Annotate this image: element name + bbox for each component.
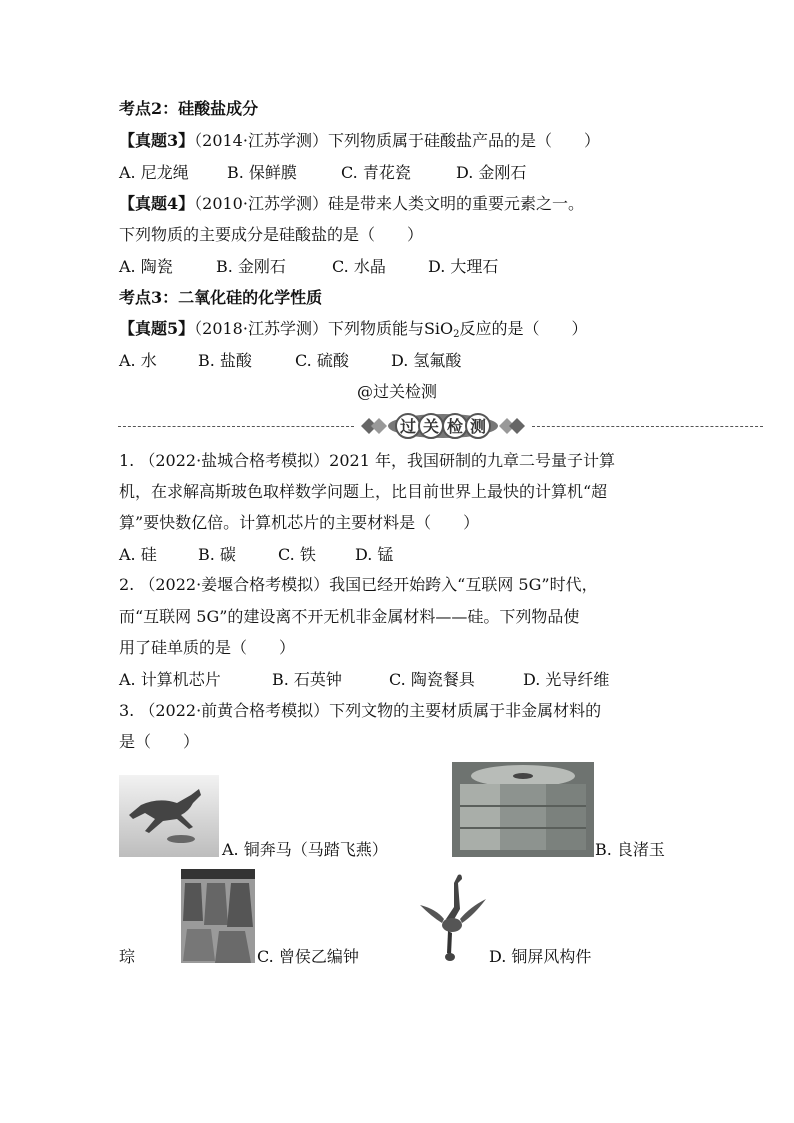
problem-3-option-a: A. 铜奔马（马踏飞燕） — [222, 840, 388, 859]
p1-option-c: C. 铁 — [278, 545, 316, 564]
banner-char-3: 检 — [446, 417, 464, 436]
question-3-text: （2014·江苏学测）下列物质属于硅酸盐产品的是（ ） — [194, 131, 600, 150]
question-5-subscript: 2 — [453, 329, 460, 340]
question-5-text-pre: （2018·江苏学测）下列物质能与SiO — [194, 319, 454, 338]
problem-2-line-3: 用了硅单质的是（ ） — [119, 638, 296, 657]
p1-option-b: B. 碳 — [198, 545, 236, 564]
p2-option-b: B. 石英钟 — [272, 670, 342, 689]
problem-2-options — [119, 669, 679, 691]
problem-1-line-3: 算”要快数亿倍。计算机芯片的主要材料是（ ） — [119, 513, 480, 532]
bronze-bird-image — [414, 869, 488, 963]
question-5-text-post: 反应的是（ ） — [459, 319, 588, 338]
q5-option-a: A. 水 — [119, 351, 157, 370]
question-5 — [119, 318, 679, 346]
kaodian-2-heading: 考点2：硅酸盐成分 — [119, 99, 259, 118]
chime-bells-image — [181, 869, 255, 963]
problem-3-option-d: D. 铜屏风构件 — [489, 947, 592, 966]
kaodian-3-heading: 考点3：二氧化硅的化学性质 — [119, 288, 323, 307]
banner-divider-left — [118, 426, 354, 427]
p2-option-a: A. 计算机芯片 — [119, 670, 221, 689]
p2-option-d: D. 光导纤维 — [523, 670, 610, 689]
section-label: @过关检测 — [356, 382, 437, 401]
banner-badge — [358, 413, 528, 439]
problem-1-options — [119, 544, 679, 566]
question-4-text-2: 下列物质的主要成分是硅酸盐的是（ ） — [119, 225, 424, 244]
banner-divider-right — [532, 426, 763, 427]
q3-option-b: B. 保鲜膜 — [227, 163, 297, 182]
question-3-tag: 【真题3】 — [119, 131, 195, 150]
jade-cong-image — [452, 762, 594, 857]
banner-char-2: 关 — [422, 417, 440, 436]
problem-1-line-2: 机，在求解高斯玻色取样数学问题上，比目前世界上最快的计算机“超 — [119, 482, 608, 501]
bronze-horse-image — [119, 775, 219, 857]
problem-2-line-2: 而“互联网 5G”的建设离不开无机非金属材料——硅。下列物品使 — [119, 607, 580, 626]
q4-option-b: B. 金刚石 — [216, 257, 286, 276]
banner-char-4: 测 — [469, 417, 487, 436]
problem-3-option-b: B. 良渚玉 — [595, 840, 665, 859]
problem-3-line-2: 是（ ） — [119, 732, 200, 751]
question-3 — [119, 130, 679, 152]
p1-option-a: A. 硅 — [119, 545, 157, 564]
q4-option-a: A. 陶瓷 — [119, 257, 173, 276]
q4-option-c: C. 水晶 — [332, 257, 386, 276]
q3-option-c: C. 青花瓷 — [341, 163, 411, 182]
question-5-options — [119, 350, 679, 372]
question-4 — [119, 193, 679, 215]
problem-1-line-1: 1. （2022·盐城合格考模拟）2021 年，我国研制的九章二号量子计算 — [119, 451, 615, 470]
q5-option-d: D. 氢氟酸 — [391, 351, 462, 370]
question-4-options — [119, 256, 679, 278]
question-4-tag: 【真题4】 — [119, 194, 195, 213]
question-3-options — [119, 162, 679, 184]
problem-2-line-1: 2. （2022·姜堰合格考模拟）我国已经开始跨入“互联网 5G”时代， — [119, 575, 598, 594]
q3-option-a: A. 尼龙绳 — [119, 163, 189, 182]
problem-3-option-c: C. 曾侯乙编钟 — [257, 947, 359, 966]
p1-option-d: D. 锰 — [355, 545, 394, 564]
banner-char-1: 过 — [399, 417, 417, 436]
problem-3-line-1: 3. （2022·前黄合格考模拟）下列文物的主要材质属于非金属材料的 — [119, 701, 602, 720]
q5-option-b: B. 盐酸 — [198, 351, 252, 370]
question-5-tag: 【真题5】 — [119, 319, 195, 338]
p2-option-c: C. 陶瓷餐具 — [389, 670, 475, 689]
q5-option-c: C. 硫酸 — [295, 351, 349, 370]
problem-3-option-b-cont: 琮 — [119, 947, 136, 966]
question-4-text-1: （2010·江苏学测）硅是带来人类文明的重要元素之一。 — [194, 194, 584, 213]
q3-option-d: D. 金刚石 — [456, 163, 527, 182]
q4-option-d: D. 大理石 — [428, 257, 499, 276]
section-banner — [118, 413, 763, 441]
